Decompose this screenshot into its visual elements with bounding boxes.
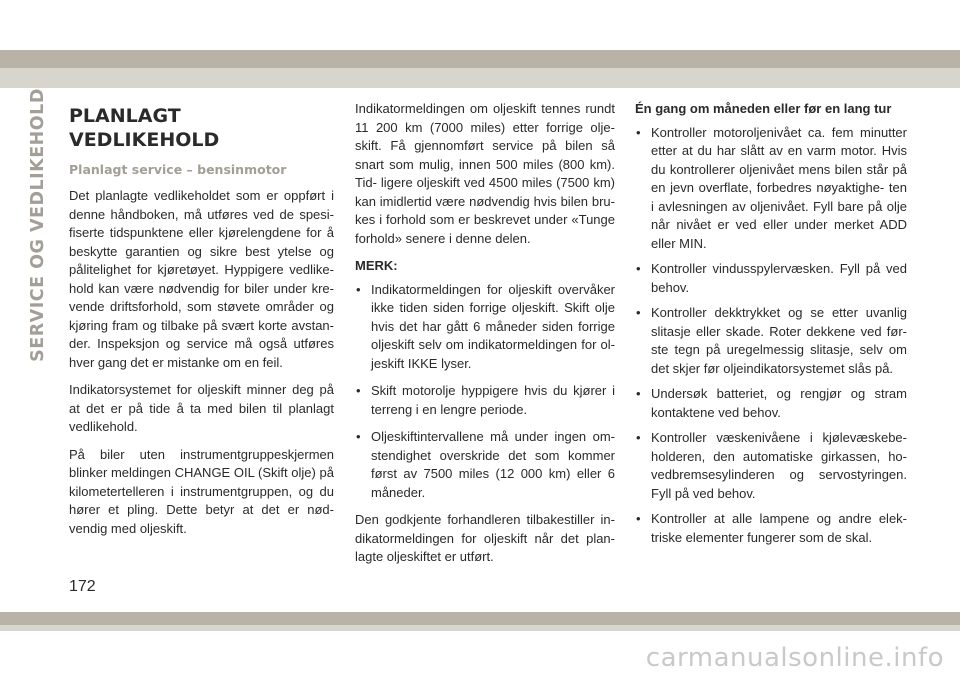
watermark: carmanualsonline.info [645,643,944,673]
side-section-title-text: SERVICE OG VEDLIKEHOLD [28,88,48,362]
note-list [355,281,615,503]
paragraph: Indikatorsystemet for oljeskift minner deg på at det er på tide å ta med bilen til planlagt vedlikehold. [69,382,334,434]
top-band-light [0,68,960,88]
paragraph: Den godkjente forhandleren tilbakestiller in- dikatormeldingen for oljeskift når det plan- lagte oljeskiftet er utført. [355,512,615,564]
list-item: • Kontroller motoroljenivået ca. fem minutter etter at du har slått av en varm motor. Hvis du kontrollerer oljenivået mens bilen står på en jevn overflate, forbedres nøyaktighe- ten i avlesningen av oljenivået. Fyll bare på olje når nivået er ved eller under merket ADD eller MIN. [635,124,907,254]
column-2 [355,100,615,576]
bottom-band-dark [0,612,960,625]
paragraph: Indikatormeldingen om oljeskift tennes rundt 11 200 km (7000 miles) etter forrige olje- skift. Få gjennomført service på bilen så snart som mulig, innen 500 miles (800 km). Tid- ligere oljeskift ved 4500 miles (7500 km) kan imidlertid være nødvendig hvis bilen bru- kes i forhold som er beskrevet under «Tunge forhold» senere i denne delen. [355,101,615,246]
checklist [635,124,907,548]
list-item: • Kontroller dekktrykket og se etter uvanlig slitasje eller skade. Roter dekkene ved før- ste tegn på uregelmessig slitasje, selv om det skjer før oljeindikatorsystemet slås på. [635,304,907,378]
list-item: • Oljeskiftintervallene må under ingen om- stendighet overskride det som kommer først av 7500 miles (12 000 km) eller 6 måneder. [355,428,615,502]
column-3 [635,100,907,556]
list-item: • Undersøk batteriet, og rengjør og stram kontaktene ved behov. [635,385,907,422]
paragraph: På biler uten instrumentgruppeskjermen blinker meldingen CHANGE OIL (Skift olje) på kilometertelleren i instrumentgruppen, og du hører et pling. Dette betyr at det er nød- vendig med oljeskift. [69,446,334,536]
list-item: • Kontroller vindusspylervæsken. Fyll på ved behov. [635,260,907,297]
paragraph: Det planlagte vedlikeholdet som er oppført i denne håndboken, må utføres ved de spesi- fiserte tidspunktene eller kjørelengdene for å beskytte garantien og sikre best ytelse og pålitelighet for kjøretøyet. Hyppigere vedlike- hold kan være nødvendig for biler under kre- vende driftsforhold, som støvete områder og kjøring fram og tilbake på svært korte avstan- der. Inspeksjon og service må også utføres hver gang det er mistanke om en feil. [69,188,334,370]
bottom-band-light [0,625,960,631]
checklist-heading: Én gang om måneden eller før en lang tur [635,101,892,116]
list-item: • Kontroller væskenivåene i kjølevæskebe- holderen, den automatiske girkassen, ho- vedbremsesylinderen og servostyringen. Fyll på ved behov. [635,429,907,503]
page-title: PLANLAGT VEDLIKEHOLD [69,105,220,151]
top-band-dark [0,50,960,68]
note-heading: MERK: [355,258,398,273]
side-section-title [27,88,49,362]
list-item: • Kontroller at alle lampene og andre elek- triske elementer fungerer som de skal. [635,510,907,547]
column-1 [69,100,334,547]
list-item: • Indikatormeldingen for oljeskift overvåker ikke tiden siden forrige oljeskift. Skift olje hvis det har gått 6 måneder siden forrige oljeskift selv om indikatormeldingen for ol- jeskift IKKE lyser. [355,281,615,374]
page-number: 172 [69,578,96,595]
list-item: • Skift motorolje hyppigere hvis du kjører i terreng i en lengre periode. [355,382,615,419]
section-subtitle: Planlagt service – bensinmotor [69,162,287,177]
